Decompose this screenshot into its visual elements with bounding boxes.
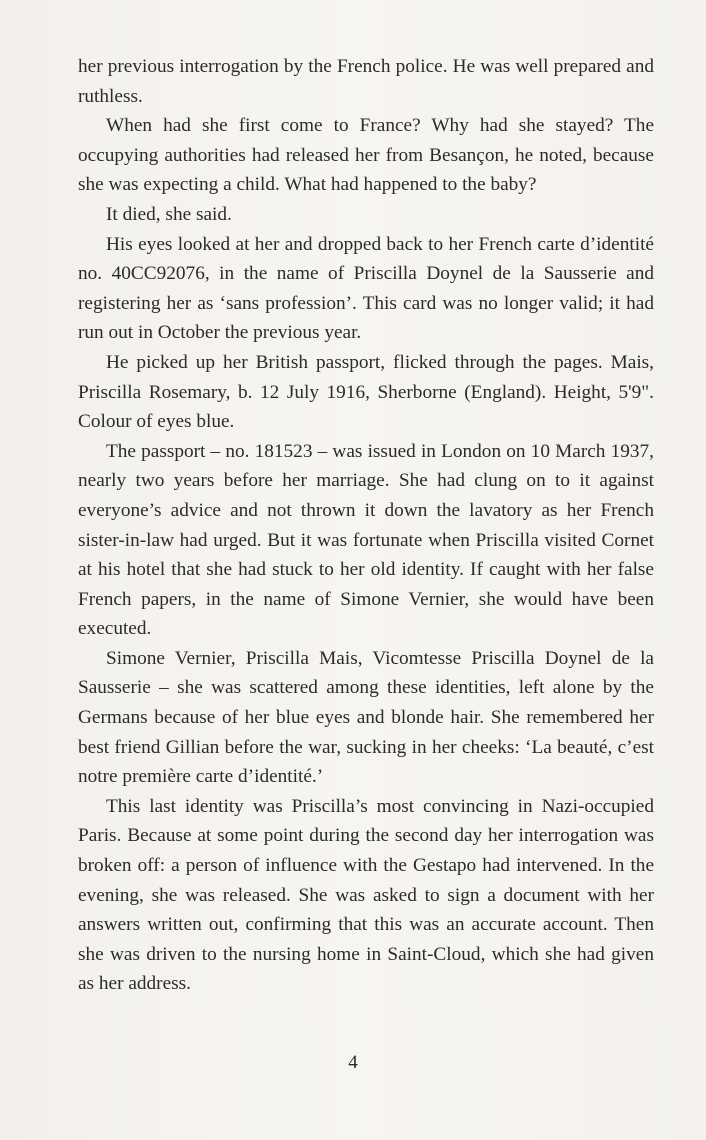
body-text (78, 52, 654, 999)
paragraph-8: This last identity was Priscilla’s most convincing in Nazi-occupied Paris. Because at some point during the second day her interrogation was broken off: a person of influence with the Gestapo had intervened. In the evening, she was released. She was asked to sign a document with her answers written out, confirming that this was an accurate account. Then she was driven to the nursing home in Saint-Cloud, which she had given as her address. (78, 795, 654, 995)
paragraph-4: His eyes looked at her and dropped back to her French carte d’identité no. 40CC92076, in the name of Priscilla Doynel de la Sausserie and registering her as ‘sans profession’. This card was no longer valid; it had run out in October the previous year. (78, 233, 654, 344)
paragraph-6: The passport – no. 181523 – was issued in London on 10 March 1937, nearly two years before her marriage. She had clung on to it against everyone’s advice and not thrown it down the lavatory as her French sister-in-law had urged. But it was fortunate when Priscilla visited Cornet at his hotel that she had stuck to her old identity. If caught with her false French papers, in the name of Simone Vernier, she would have been executed. (78, 440, 654, 640)
paragraph-1: her previous interrogation by the French police. He was well prepared and ruthless. (78, 56, 654, 107)
paragraph-7: Simone Vernier, Priscilla Mais, Vicomtesse Priscilla Doynel de la Sausserie – she was scattered among these identities, left alone by the Germans because of her blue eyes and blonde hair. She remembered her best friend Gillian before the war, sucking in her cheeks: ‘La beauté, c’est notre première carte d’identité.’ (78, 647, 654, 788)
page-number: 4 (348, 1052, 358, 1073)
paragraph-3: It died, she said. (106, 203, 232, 225)
paragraph-2: When had she first come to France? Why had she stayed? The occupying authorities had released her from Besançon, he noted, because she was expecting a child. What had happened to the baby? (78, 115, 654, 196)
paragraph-5: He picked up her British passport, flicked through the pages. Mais, Priscilla Rosemary, b. 12 July 1916, Sherborne (England). Height, 5'9". Colour of eyes blue. (78, 351, 654, 433)
